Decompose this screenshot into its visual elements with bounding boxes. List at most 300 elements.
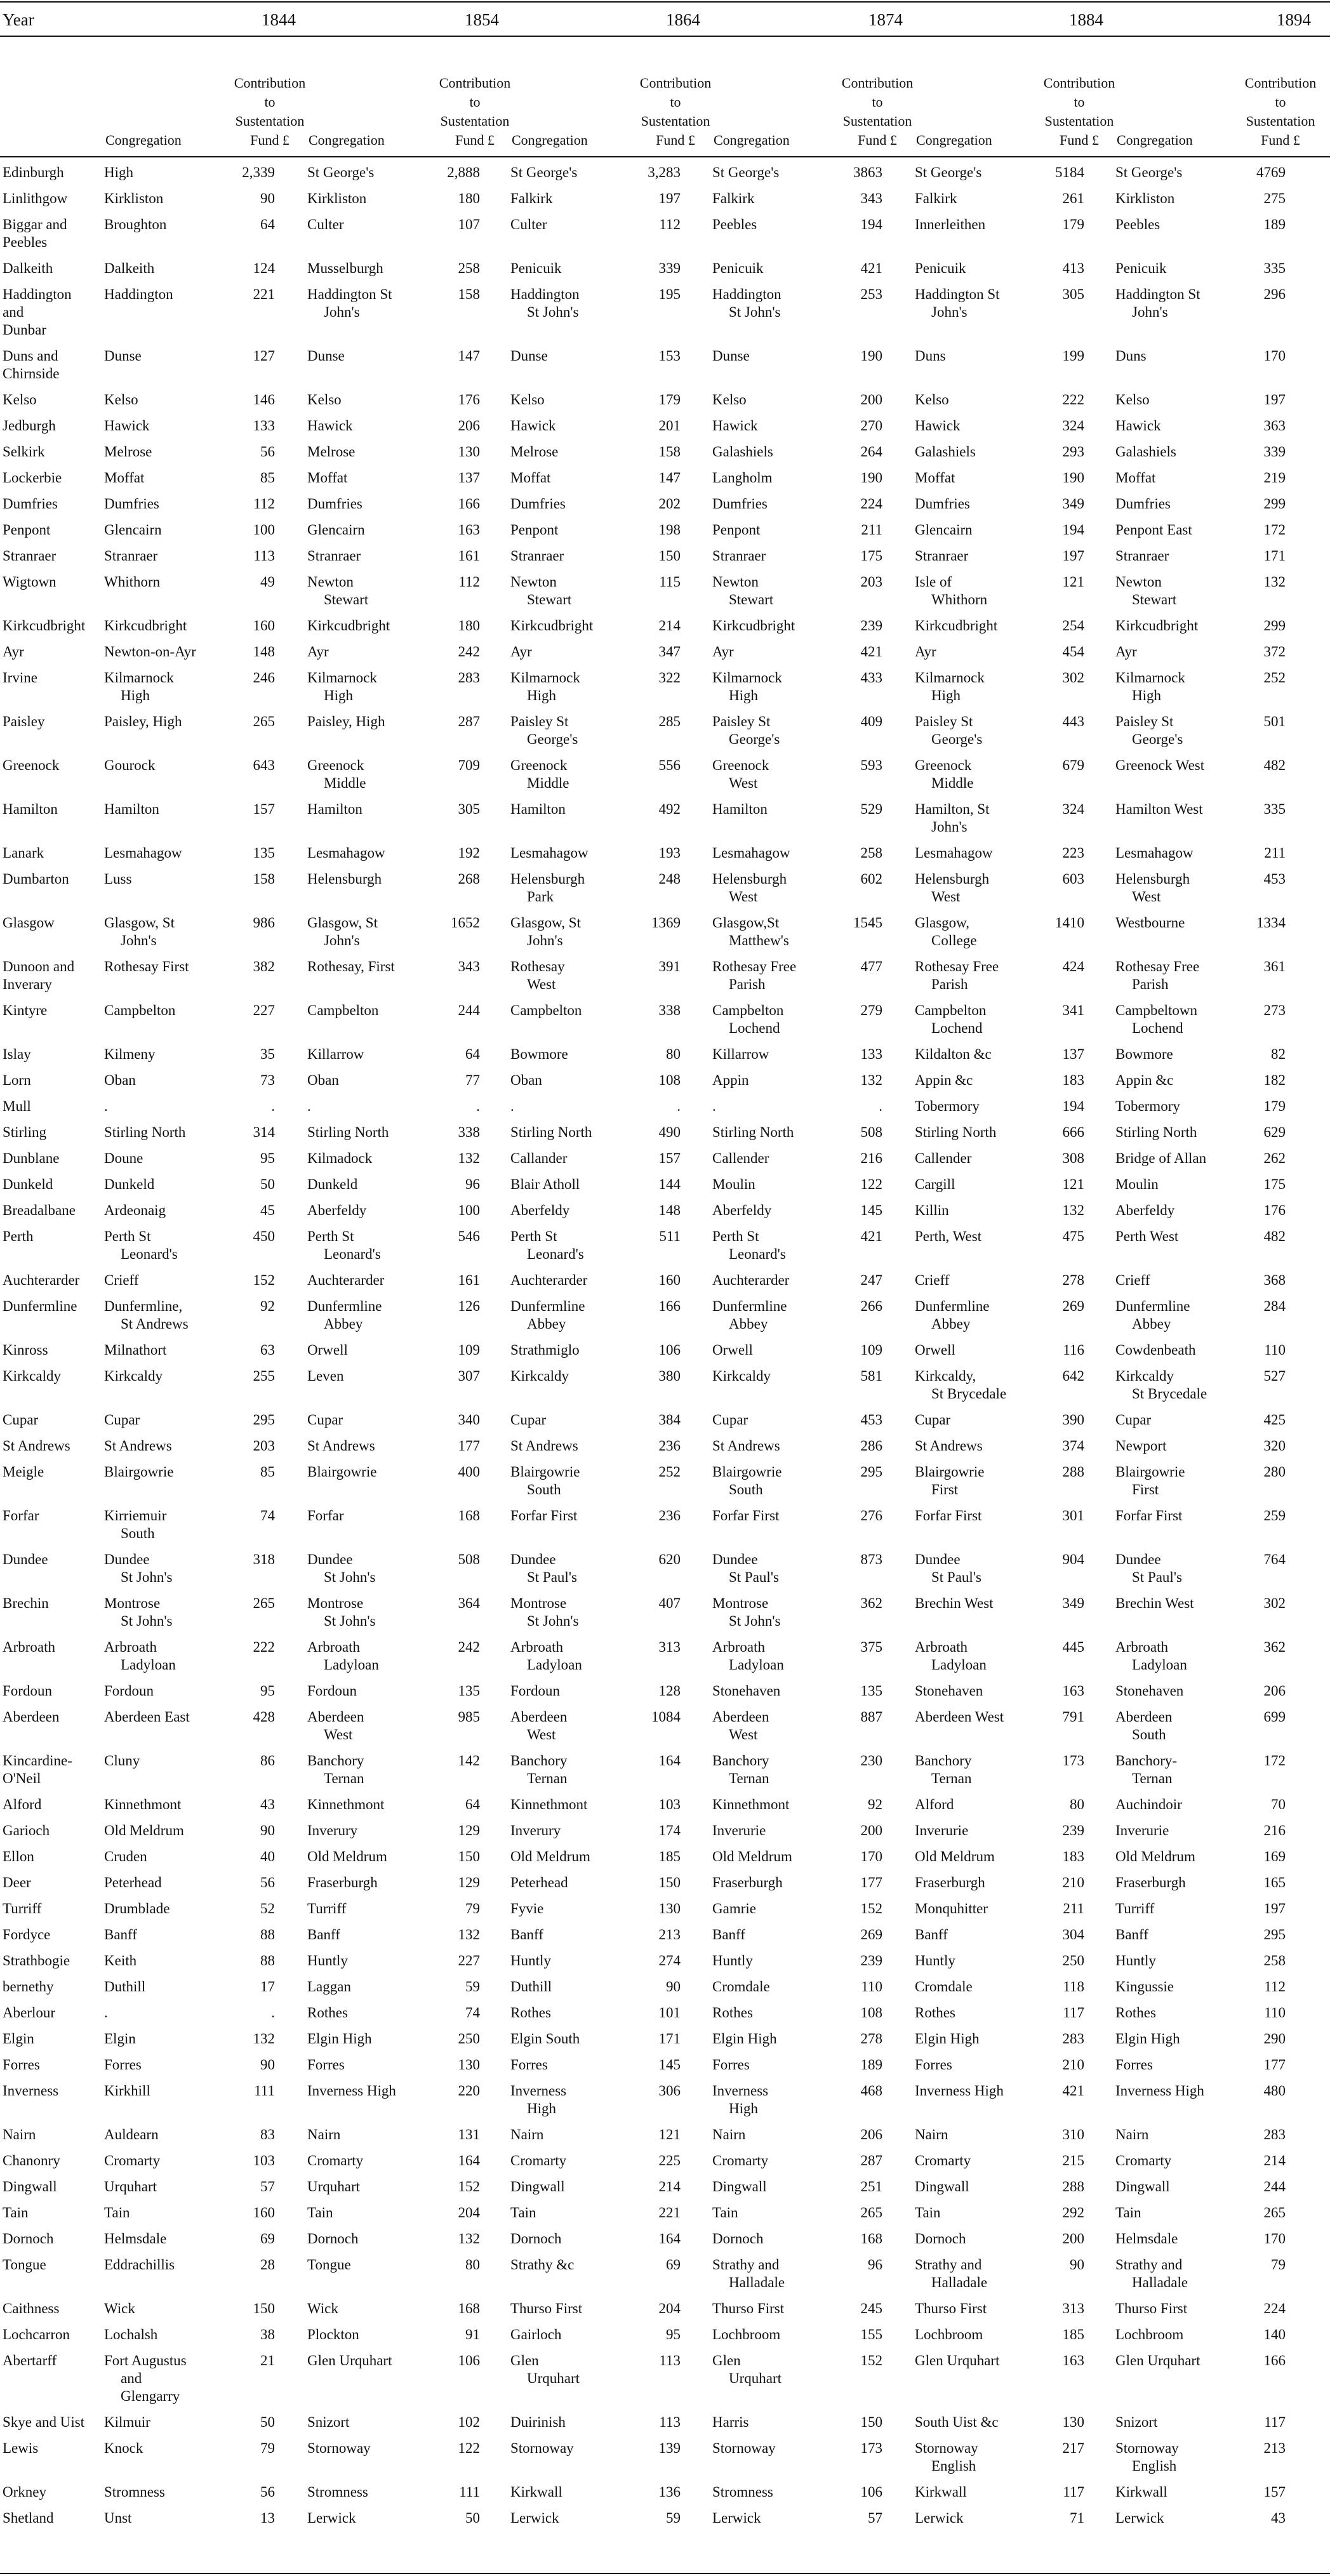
table-body — [3, 164, 1286, 2526]
contribution-value: 112 — [253, 496, 275, 512]
contribution-col-header: to — [1074, 94, 1085, 110]
contribution-value: 164 — [458, 2153, 480, 2168]
presbytery-name: Kirkcaldy — [3, 1368, 61, 1384]
congregation-name: Moulin — [712, 1176, 755, 1192]
table-row — [3, 915, 1286, 948]
congregation-name: Dundee — [104, 1551, 150, 1567]
congregation-name: John's — [931, 304, 968, 320]
congregation-name: Fraserburgh — [712, 1875, 783, 1890]
congregation-name: Matthew's — [729, 933, 789, 948]
contribution-value: 206 — [860, 2127, 882, 2142]
contribution-value: 643 — [253, 757, 275, 773]
congregation-name: Ayr — [1115, 644, 1137, 660]
contribution-col-header: Contribution — [1043, 75, 1115, 91]
congregation-name: Monquhitter — [915, 1901, 988, 1916]
contribution-value: 161 — [458, 548, 480, 564]
table-row — [3, 2353, 1286, 2404]
contribution-value: 50 — [260, 1176, 275, 1192]
presbytery-name: Linlithgow — [3, 190, 68, 206]
congregation-name: Leonard's — [729, 1246, 786, 1262]
contribution-value: 225 — [658, 2153, 681, 2168]
congregation-name: Banchory — [712, 1753, 769, 1769]
contribution-value: 113 — [659, 2414, 681, 2430]
contribution-value: 1410 — [1055, 915, 1084, 931]
congregation-name: English — [931, 2458, 976, 2474]
congregation-name: Cromarty — [712, 2153, 769, 2168]
contribution-value: 80 — [666, 1046, 681, 1062]
congregation-name: Aberfeldy — [510, 1202, 570, 1218]
contribution-col-header: Contribution — [841, 75, 914, 91]
congregation-name: West — [1132, 889, 1161, 905]
contribution-value: 111 — [459, 2484, 480, 2500]
contribution-value: 254 — [1062, 618, 1084, 634]
contribution-value: 213 — [658, 1927, 681, 1942]
contribution-value: 258 — [860, 845, 882, 861]
contribution-col-header: Sustentation — [842, 113, 912, 129]
congregation-name: St John's — [729, 1613, 781, 1629]
table-row — [3, 2179, 1286, 2194]
congregation-name: Glen Urquhart — [915, 2353, 1000, 2368]
contribution-value: 206 — [458, 418, 480, 434]
table-row — [3, 1176, 1286, 1192]
congregation-name: Eddrachillis — [104, 2257, 175, 2273]
congregation-name: St George's — [1115, 164, 1183, 180]
contribution-value: 244 — [458, 1002, 480, 1018]
congregation-name: Inverness — [510, 2083, 567, 2099]
contribution-value: 152 — [458, 2179, 480, 2194]
congregation-name: Ternan — [1132, 1770, 1173, 1786]
congregation-name: Langholm — [712, 470, 773, 486]
contribution-value: 132 — [1062, 1202, 1084, 1218]
congregation-name: Helmsdale — [1115, 2231, 1178, 2247]
congregation-name: Dalkeith — [104, 260, 155, 276]
contribution-value: 110 — [1264, 2005, 1286, 2021]
congregation-name: Old Meldrum — [712, 1849, 792, 1864]
congregation-name: St Paul's — [527, 1569, 577, 1585]
congregation-name: Forfar First — [1115, 1508, 1183, 1524]
contribution-value: 95 — [260, 1150, 275, 1166]
contribution-value: 361 — [1263, 959, 1286, 974]
contribution-value: 1369 — [651, 915, 681, 931]
congregation-name: Stornoway — [510, 2440, 574, 2456]
congregation-name: Broughton — [104, 216, 167, 232]
contribution-value: 301 — [1062, 1508, 1084, 1524]
contribution-value: 873 — [860, 1551, 882, 1567]
congregation-name: Stornoway — [307, 2440, 371, 2456]
congregation-name: Blairgowrie — [1115, 1464, 1185, 1480]
congregation-name: Fordoun — [510, 1683, 560, 1699]
contribution-value: 581 — [860, 1368, 882, 1384]
congregation-name: Campbelton — [915, 1002, 987, 1018]
congregation-name: Stirling North — [104, 1124, 186, 1140]
congregation-name: Glencairn — [104, 522, 162, 538]
congregation-name: Nairn — [1115, 2127, 1149, 2142]
contribution-value: 77 — [465, 1072, 480, 1088]
contribution-value: 252 — [658, 1464, 681, 1480]
contribution-value: 172 — [1263, 522, 1286, 538]
congregation-name: Lesmahagow — [915, 845, 993, 861]
contribution-value: 183 — [1062, 1072, 1084, 1088]
table-row — [3, 1124, 1286, 1140]
congregation-name: Moffat — [307, 470, 348, 486]
congregation-name: Dundee — [307, 1551, 353, 1567]
congregation-name: Fyvie — [510, 1901, 544, 1916]
contribution-value: 132 — [1263, 574, 1286, 590]
congregation-name: Glencairn — [915, 522, 973, 538]
contribution-value: 40 — [260, 1849, 275, 1864]
year-header: Year — [3, 10, 34, 29]
congregation-name: Oban — [307, 1072, 339, 1088]
congregation-name: Stewart — [729, 592, 774, 607]
table-row — [3, 2231, 1286, 2247]
contribution-value: 115 — [659, 574, 681, 590]
contribution-value: 163 — [1062, 2353, 1084, 2368]
contribution-value: 137 — [458, 470, 480, 486]
contribution-value: 83 — [260, 2127, 275, 2142]
contribution-value: 13 — [260, 2510, 275, 2526]
contribution-value: 179 — [1263, 1098, 1286, 1114]
contribution-value: 477 — [860, 959, 882, 974]
contribution-value: 91 — [465, 2327, 480, 2342]
congregation-name: Kilmarnock — [1115, 670, 1185, 686]
presbytery-name: Forres — [3, 2057, 40, 2073]
congregation-name: Glen — [510, 2353, 539, 2368]
contribution-value: 245 — [860, 2300, 882, 2316]
table-row — [3, 1796, 1286, 1812]
congregation-name: Kingussie — [1115, 1979, 1174, 1995]
contribution-value: 172 — [1263, 1753, 1286, 1769]
congregation-name: Urquhart — [729, 2370, 782, 2386]
congregation-name: . — [307, 1098, 311, 1114]
contribution-value: 214 — [658, 618, 681, 634]
presbytery-name: Nairn — [3, 2127, 36, 2142]
congregation-name: Culter — [307, 216, 344, 232]
contribution-value: 69 — [666, 2257, 681, 2273]
contribution-value: 286 — [860, 1438, 882, 1454]
congregation-name: Inverness — [712, 2083, 769, 2099]
contribution-value: 266 — [860, 1298, 882, 1314]
contribution-value: 110 — [861, 1979, 882, 1995]
congregation-name: Kelso — [1115, 392, 1150, 408]
contribution-value: 102 — [458, 2414, 480, 2430]
congregation-name: South — [1132, 1727, 1166, 1743]
presbytery-name: Arbroath — [3, 1639, 56, 1655]
contribution-value: 239 — [860, 618, 882, 634]
contribution-value: 152 — [860, 1901, 882, 1916]
contribution-value: 35 — [260, 1046, 275, 1062]
table-row — [3, 845, 1286, 861]
congregation-name: Kirkcaldy — [510, 1368, 569, 1384]
contribution-value: 202 — [658, 496, 681, 512]
table-row — [3, 496, 1286, 512]
congregation-name: Strathy and — [915, 2257, 982, 2273]
congregation-name: Ladyloan — [324, 1657, 379, 1673]
congregation-name: Ladyloan — [1132, 1657, 1187, 1673]
congregation-name: St John's — [324, 1613, 376, 1629]
table-row — [3, 1901, 1286, 1916]
congregation-name: Dunfermline — [915, 1298, 990, 1314]
congregation-name: Cupar — [915, 1412, 951, 1428]
contribution-value: 92 — [260, 1298, 275, 1314]
congregation-name: Inverness High — [1115, 2083, 1204, 2099]
contribution-value: 409 — [860, 714, 882, 729]
contribution-value: 200 — [860, 1822, 882, 1838]
contribution-value: 177 — [860, 1875, 882, 1890]
contribution-value: 135 — [860, 1683, 882, 1699]
contribution-value: 593 — [860, 757, 882, 773]
contribution-value: 363 — [1263, 418, 1286, 434]
contribution-value: 227 — [253, 1002, 275, 1018]
congregation-name: Forres — [1115, 2057, 1153, 2073]
congregation-name: Brechin West — [915, 1595, 994, 1611]
presbytery-name: O'Neil — [3, 1770, 41, 1786]
congregation-name: Stranraer — [712, 548, 766, 564]
congregation-name: Leonard's — [527, 1246, 584, 1262]
contribution-value: 221 — [253, 286, 275, 302]
contribution-value: 180 — [458, 190, 480, 206]
contribution-value: 450 — [253, 1228, 275, 1244]
table-row — [3, 2440, 1286, 2474]
congregation-name: Banchory- — [1115, 1753, 1178, 1769]
presbytery-name: Lanark — [3, 845, 44, 861]
congregation-name: Lochend — [931, 1020, 983, 1036]
contribution-value: 339 — [658, 260, 681, 276]
contribution-value: 320 — [1263, 1438, 1286, 1454]
congregation-name: St Paul's — [729, 1569, 779, 1585]
contribution-value: 347 — [658, 644, 681, 660]
congregation-name: Dumfries — [1115, 496, 1171, 512]
contribution-value: 116 — [1063, 1342, 1084, 1358]
contribution-value: 85 — [260, 470, 275, 486]
contribution-value: 292 — [1062, 2205, 1084, 2221]
congregation-name: Killarrow — [307, 1046, 364, 1062]
contribution-value: 201 — [658, 418, 681, 434]
contribution-value: 508 — [458, 1551, 480, 1567]
contribution-value: 59 — [465, 1979, 480, 1995]
contribution-value: 158 — [658, 444, 681, 460]
contribution-value: 79 — [1271, 2257, 1286, 2273]
congregation-name: Cromarty — [307, 2153, 364, 2168]
congregation-name: Lesmahagow — [1115, 845, 1194, 861]
congregation-name: Forres — [712, 2057, 750, 2073]
presbytery-name: Dunbar — [3, 322, 46, 338]
congregation-name: South Uist &c — [915, 2414, 999, 2430]
contribution-value: 223 — [1062, 845, 1084, 861]
contribution-value: 310 — [1062, 2127, 1084, 2142]
congregation-name: Duns — [915, 348, 946, 364]
congregation-name: Dumfries — [104, 496, 159, 512]
contribution-value: 206 — [1263, 1683, 1286, 1699]
contribution-value: 144 — [658, 1176, 681, 1192]
congregation-name: Duthill — [104, 1979, 146, 1995]
congregation-name: Fordoun — [104, 1683, 154, 1699]
congregation-name: Campbelton — [712, 1002, 784, 1018]
congregation-name: Paisley St — [712, 714, 771, 729]
congregation-name: Middle — [324, 775, 366, 791]
contribution-value: 150 — [253, 2300, 275, 2316]
congregation-name: Stirling North — [915, 1124, 997, 1140]
congregation-name: Banff — [510, 1927, 543, 1942]
congregation-name: Stornoway — [712, 2440, 776, 2456]
congregation-name: Perth St — [712, 1228, 759, 1244]
contribution-value: 380 — [658, 1368, 681, 1384]
table-row — [3, 392, 1286, 408]
contribution-value: 164 — [658, 2231, 681, 2247]
congregation-name: Stranraer — [307, 548, 361, 564]
congregation-name: Rothesay Free — [915, 959, 999, 974]
contribution-value: 101 — [658, 2005, 681, 2021]
contribution-value: 157 — [1263, 2484, 1286, 2500]
congregation-name: Dunfermline — [1115, 1298, 1190, 1314]
congregation-name: Inverness High — [915, 2083, 1004, 2099]
congregation-name: Glengarry — [121, 2388, 180, 2404]
congregation-name: Dunse — [307, 348, 345, 364]
contribution-value: 287 — [458, 714, 480, 729]
congregation-name: Banchory — [915, 1753, 972, 1769]
contribution-value: 261 — [1062, 190, 1084, 206]
congregation-name: Kelso — [307, 392, 342, 408]
contribution-value: 192 — [458, 845, 480, 861]
congregation-name: St John's — [527, 304, 579, 320]
congregation-name: South — [121, 1525, 155, 1541]
presbytery-name: Dunoon and — [3, 959, 75, 974]
congregation-name: Blairgowrie — [104, 1464, 174, 1480]
congregation-name: Tobermory — [1115, 1098, 1180, 1114]
contribution-value: 146 — [253, 392, 275, 408]
table-row — [3, 618, 1286, 634]
contribution-value: 177 — [458, 1438, 480, 1454]
contribution-value: 285 — [658, 714, 681, 729]
congregation-name: Stromness — [307, 2484, 368, 2500]
contribution-value: 602 — [860, 871, 882, 887]
contribution-value: 103 — [253, 2153, 275, 2168]
contribution-value: 43 — [1271, 2510, 1286, 2526]
congregation-name: Cargill — [915, 1176, 955, 1192]
congregation-name: Kilmeny — [104, 1046, 156, 1062]
congregation-name: Bowmore — [1115, 1046, 1173, 1062]
contribution-value: 709 — [458, 757, 480, 773]
congregation-name: Hamilton — [104, 801, 159, 817]
year-headers — [102, 10, 1330, 36]
contribution-value: 603 — [1062, 871, 1084, 887]
congregation-name: Kirkwall — [510, 2484, 562, 2500]
congregation-name: Killarrow — [712, 1046, 769, 1062]
congregation-name: Doune — [104, 1150, 143, 1166]
congregation-name: Kinnethmont — [307, 1796, 385, 1812]
presbytery-name: and — [3, 304, 24, 320]
contribution-value: 126 — [458, 1298, 480, 1314]
congregation-name: Forfar First — [510, 1508, 578, 1524]
contribution-value: 246 — [253, 670, 275, 686]
presbytery-name: Dumfries — [3, 496, 58, 512]
contribution-value: 269 — [860, 1927, 882, 1942]
contribution-value: 85 — [260, 1464, 275, 1480]
presbytery-name: Dunblane — [3, 1150, 60, 1166]
contribution-value: 73 — [260, 1072, 275, 1088]
congregation-name: Auchterarder — [712, 1272, 790, 1288]
presbytery-name: Islay — [3, 1046, 31, 1062]
congregation-name: Inverurie — [915, 1822, 969, 1838]
contribution-value: 480 — [1263, 2083, 1286, 2099]
congregation-name: Newport — [1115, 1438, 1167, 1454]
contribution-value: 132 — [860, 1072, 882, 1088]
congregation-name: Ayr — [510, 644, 532, 660]
congregation-name: St John's — [121, 1613, 173, 1629]
congregation-name: Rothesay — [510, 959, 565, 974]
congregation-name: High — [729, 687, 758, 703]
congregation-col-header: Congregation — [512, 132, 588, 148]
contribution-value: 64 — [260, 216, 275, 232]
congregation-name: Gairloch — [510, 2327, 562, 2342]
table-row — [3, 444, 1286, 460]
congregation-name: Lochend — [729, 1020, 780, 1036]
congregation-name: Kirkcudbright — [307, 618, 390, 634]
contribution-value: 791 — [1062, 1709, 1084, 1725]
contribution-value: 236 — [658, 1438, 681, 1454]
contribution-value: 100 — [253, 522, 275, 538]
congregation-name: Campbelton — [510, 1002, 582, 1018]
congregation-name: Moffat — [915, 470, 955, 486]
congregation-name: Lesmahagow — [104, 845, 182, 861]
contribution-value: 161 — [458, 1272, 480, 1288]
contribution-value: 106 — [860, 2484, 882, 2500]
contribution-value: 216 — [1263, 1822, 1286, 1838]
contribution-value: 168 — [458, 2300, 480, 2316]
presbytery-name: Elgin — [3, 2031, 34, 2047]
congregation-name: Stonehaven — [712, 1683, 781, 1699]
congregation-name: Park — [527, 889, 554, 905]
contribution-value: 445 — [1062, 1639, 1084, 1655]
table-row — [3, 2510, 1286, 2526]
contribution-value: 364 — [458, 1595, 480, 1611]
year-label-1864: 1864 — [666, 10, 700, 29]
congregation-name: Thurso First — [1115, 2300, 1188, 2316]
congregation-name: Blair Atholl — [510, 1176, 580, 1192]
congregation-name: John's — [527, 933, 563, 948]
contribution-value: 132 — [458, 1150, 480, 1166]
contribution-value: 425 — [1263, 1412, 1286, 1428]
congregation-name: Glasgow, St — [307, 915, 378, 931]
congregation-name: John's — [324, 933, 360, 948]
congregation-name: Penpont — [712, 522, 761, 538]
table-row — [3, 871, 1286, 905]
table-row — [3, 418, 1286, 434]
congregation-name: West — [729, 1727, 758, 1743]
contribution-value: 185 — [1062, 2327, 1084, 2342]
congregation-name: Fort Augustus — [104, 2353, 187, 2368]
contribution-value: 111 — [254, 2083, 275, 2099]
table-row — [3, 1046, 1286, 1062]
congregation-name: St Andrews — [712, 1438, 780, 1454]
congregation-name: Banchory — [307, 1753, 364, 1769]
contribution-value: 193 — [658, 845, 681, 861]
contribution-value: 112 — [1264, 1979, 1286, 1995]
congregation-name: Isle of — [915, 574, 952, 590]
congregation-name: Helensburgh — [915, 871, 990, 887]
contribution-value: 157 — [253, 801, 275, 817]
contribution-value: 173 — [860, 2440, 882, 2456]
congregation-name: Whithorn — [931, 592, 988, 607]
table-row — [3, 757, 1286, 791]
congregation-name: Dunse — [104, 348, 142, 364]
contribution-value: . — [271, 2005, 275, 2021]
congregation-name: Rothesay First — [104, 959, 189, 974]
contribution-value: 288 — [1062, 2179, 1084, 2194]
congregation-name: Bowmore — [510, 1046, 568, 1062]
contribution-value: 372 — [1263, 644, 1286, 660]
contribution-value: 129 — [458, 1875, 480, 1890]
congregation-name: Nairn — [712, 2127, 746, 2142]
